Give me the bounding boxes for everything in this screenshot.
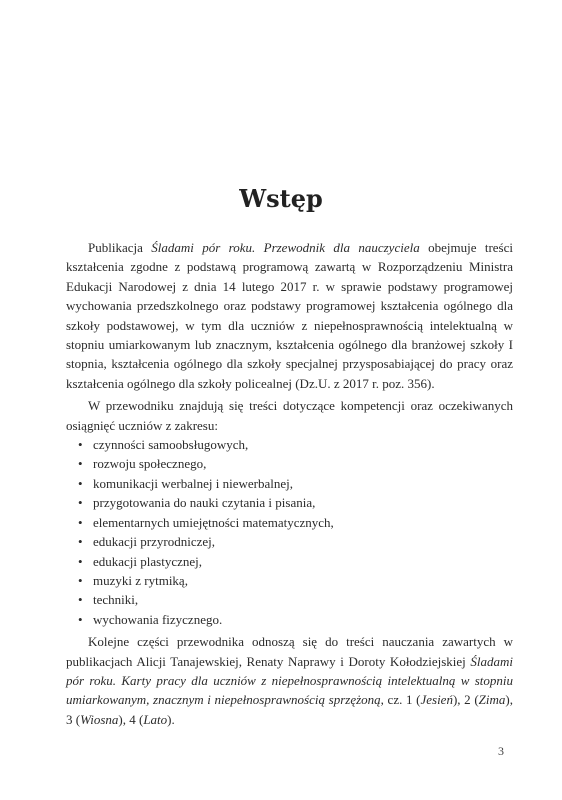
list-item-text: wychowania fizycznego. [93, 611, 223, 627]
bullet-dot: • [78, 456, 83, 472]
list-item [66, 435, 513, 454]
parts-text-f: ). [167, 711, 175, 727]
parts-text-d: ), 3 ( [66, 692, 513, 727]
parts-text-a: Kolejne części przewodnika odnoszą się do treści nauczania zawartych w publikacjach Alicji Tanajewskiej, Renaty Naprawy i Doroty Kołodziejskiej [66, 634, 513, 669]
part-3-name: Wiosna [80, 711, 119, 727]
list-item-text: komunikacji werbalnej i niewerbalnej, [93, 475, 293, 491]
intro-text-b: obejmuje treści kształcenia zgodne z podstawą programową zawartą w Rozporządzeniu Ministra Edukacji Narodowej z dnia 14 lutego 2017 r. w sprawie podstawy programowej wychowania przedszkolnego oraz podstawy programowej kształcenia ogólnego dla szkoły podstawowej, w tym dla uczniów z niepełnosprawnością intelektualną w stopniu umiarkowanym lub znacznym, kształcenia ogólnego dla branżowej szkoły I stopnia, kształcenia ogólnego dla szkoły specjalnej przysposabiającej do pracy oraz kształcenia ogólnego dla szkoły policealnej (Dz.U. z 2017 r. poz. 356). [66, 240, 513, 391]
list-item-text: przygotowania do nauki czytania i pisania, [93, 495, 316, 511]
intro-paragraph [66, 238, 513, 393]
bullet-dot: • [78, 592, 83, 608]
list-item [66, 610, 513, 629]
bullet-dot: • [78, 611, 83, 627]
bullet-dot: • [78, 553, 83, 569]
page-heading: Wstęp [239, 184, 323, 213]
parts-text-b: , cz. 1 ( [380, 692, 421, 708]
list-item-text: muzyki z rytmiką, [93, 572, 188, 588]
list-item [66, 552, 513, 571]
bullet-dot: • [78, 514, 83, 530]
part-2-name: Zima [478, 692, 506, 708]
list-item-text: elementarnych umiejętności matematycznych, [93, 514, 334, 530]
parts-text-c: ), 2 ( [452, 692, 479, 708]
bullet-dot: • [78, 534, 83, 550]
list-item [66, 571, 513, 590]
bullet-dot: • [78, 495, 83, 511]
list-item [66, 513, 513, 532]
list-item-text: techniki, [93, 592, 139, 608]
list-item [66, 454, 513, 473]
intro-italic-title: Śladami pór roku. Przewodnik dla nauczyciela [151, 240, 420, 255]
parts-italic-title: Śladami pór roku. Karty pracy dla uczniów z niepełnosprawnością intelektualną w stopniu umiarkowanym, znacznym i niepełnosprawnością sprzężoną [66, 653, 513, 708]
parts-text-e: ), 4 ( [118, 711, 144, 727]
list-item-text: edukacji przyrodniczej, [93, 534, 215, 550]
part-4-name: Lato [143, 711, 168, 727]
list-item-text: rozwoju społecznego, [93, 456, 207, 472]
bullet-dot: • [78, 572, 83, 588]
competency-list [66, 435, 513, 629]
list-item-text: edukacji plastycznej, [93, 553, 203, 569]
list-item-text: czynności samoobsługowych, [93, 437, 249, 453]
list-item [66, 532, 513, 551]
list-item [66, 493, 513, 512]
body-text [66, 238, 513, 729]
bullet-dot: • [78, 475, 83, 491]
part-1-name: Jesień [420, 692, 453, 708]
page-number: 3 [498, 744, 504, 758]
list-item [66, 590, 513, 609]
intro-text-a: Publikacja [88, 240, 152, 255]
scope-paragraph: W przewodniku znajdują się treści dotyczące kompetencji oraz oczekiwanych osiągnięć uczniów z zakresu: [66, 398, 513, 433]
parts-paragraph [66, 632, 513, 729]
list-item [66, 474, 513, 493]
bullet-dot: • [78, 437, 83, 453]
